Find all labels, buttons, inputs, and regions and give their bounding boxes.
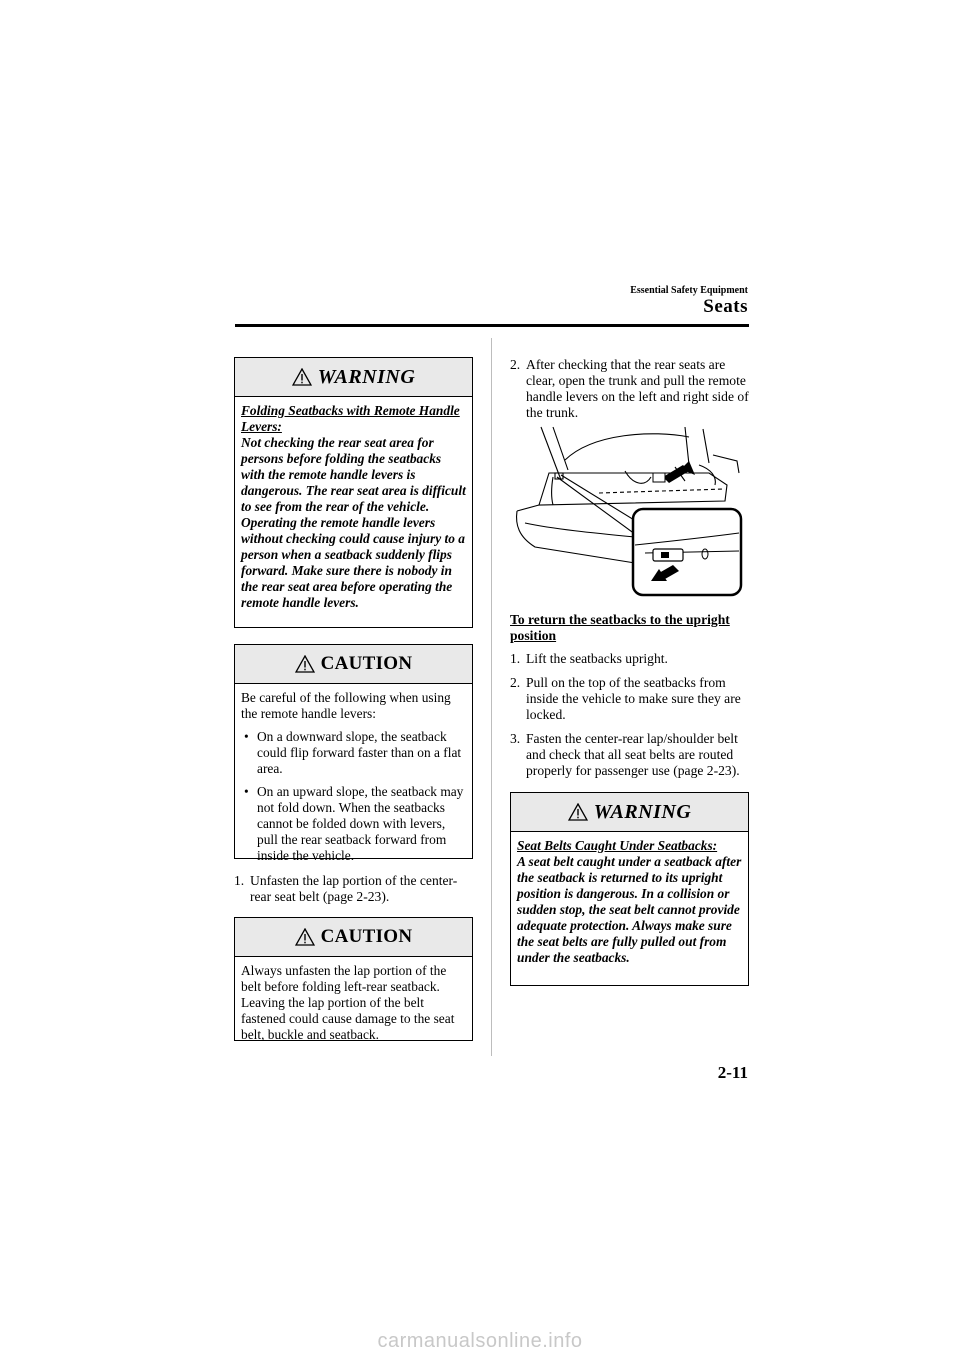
warning-subtitle: Seat Belts Caught Under Seatbacks: [517, 838, 718, 853]
page-title: Seats [703, 296, 748, 317]
step-text: Fasten the center-rear lap/shoulder belt and check that all seat belts are routed properly for passenger use (page 2-23). [526, 731, 740, 778]
step-number: 3. [510, 731, 521, 746]
warning-box-seat-belts [510, 792, 749, 986]
warning-text: Not checking the rear seat area for persons before folding the seatbacks with the remote handle levers is dangerous. The rear seat area is difficult to see from the rear of the vehicle. Operating the remote handle levers without checking could cause injury to a person when a seatback suddenly flips forward. Make sure there is nobody in the rear seat area before operating the remote handle levers. [241, 435, 466, 610]
warning-body [511, 832, 748, 972]
warning-triangle-icon [568, 803, 588, 821]
section-name: Essential Safety Equipment [630, 285, 748, 296]
return-step-3 [510, 731, 750, 779]
step-1 [234, 873, 474, 905]
step-number: 2. [510, 675, 521, 690]
warning-title: WARNING [593, 800, 692, 823]
warning-header [235, 358, 472, 397]
step-number: 1. [234, 873, 245, 888]
caution-box-remote-levers [234, 644, 473, 863]
step-text: After checking that the rear seats are clear, open the trunk and pull the remote handle levers on the left and right side of the trunk. [526, 357, 749, 420]
step-text: Lift the seatbacks upright. [526, 651, 668, 666]
trunk-lever-illustration [513, 425, 745, 598]
warning-text: A seat belt caught under a seatback after the seatback is returned to its upright position is dangerous. In a collision or sudden stop, the seat belt cannot provide adequate protection. Always make sure the seat belts are fully pulled out from under the seatbacks. [517, 854, 742, 965]
caution-text: Always unfasten the lap portion of the belt before folding left-rear seatback. Leaving the lap portion of the belt fastened could cause damage to the seat belt, buckle and seatback. [241, 963, 455, 1042]
step-text: Pull on the top of the seatbacks from inside the vehicle to make sure they are locked. [526, 675, 741, 722]
warning-title: WARNING [317, 365, 416, 388]
warning-triangle-icon [295, 655, 315, 673]
caution-body [235, 684, 472, 870]
caution-bullet: • On an upward slope, the seatback may not fold down. When the seatbacks cannot be folded down with levers, pull the rear seatback forward from inside the vehicle. [241, 784, 467, 864]
return-step-1 [510, 651, 750, 667]
caution-header [235, 918, 472, 957]
caution-intro: Be careful of the following when using the remote handle levers: [241, 690, 451, 721]
caution-title: CAUTION [320, 926, 413, 947]
warning-subtitle: Folding Seatbacks with Remote Handle Levers: [241, 403, 460, 434]
caution-bullet: • On a downward slope, the seatback could flip forward faster than on a flat area. [241, 729, 467, 777]
header-rule [235, 324, 749, 327]
step-text: Unfasten the lap portion of the center-rear seat belt (page 2-23). [250, 873, 458, 904]
caution-box-lap-belt [234, 917, 473, 1041]
warning-triangle-icon [292, 368, 312, 386]
caution-title: CAUTION [320, 653, 413, 674]
step-number: 1. [510, 651, 521, 666]
warning-header [511, 793, 748, 832]
warning-box-remote-levers [234, 357, 473, 628]
watermark: carmanualsonline.info [377, 1330, 583, 1352]
caution-header [235, 645, 472, 684]
page-number: 2-11 [717, 1063, 748, 1082]
column-divider [491, 338, 492, 1056]
return-subheading: To return the seatbacks to the upright position [510, 612, 730, 643]
return-step-2 [510, 675, 750, 723]
warning-body [235, 397, 472, 617]
caution-body [235, 957, 472, 1049]
step-2 [510, 357, 750, 421]
step-number: 2. [510, 357, 521, 372]
warning-triangle-icon [295, 928, 315, 946]
